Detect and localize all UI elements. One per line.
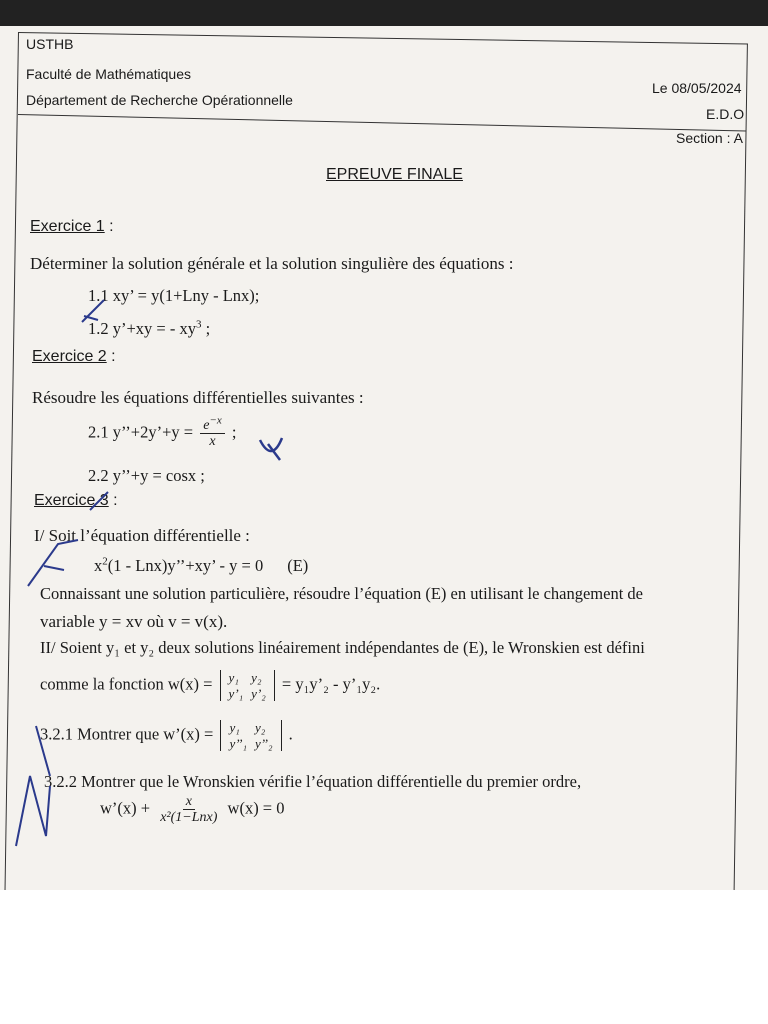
equation-E: $x^2(1$ - Lnx)y’’+xy’ - y = 0 (E): [94, 555, 309, 575]
final-fraction: $\frac{x}{\text{x²(1−Lnx)}}$: [160, 794, 218, 826]
university-name: USTHB: [26, 36, 74, 52]
exercise-3-text-2: variable y = xv où v = v(x).: [40, 612, 228, 631]
department-name: Département de Recherche Opérationnelle: [26, 92, 293, 108]
pen-mark-alpha: [256, 434, 286, 464]
exercise-3-part-1: I/ Soit l’équation différentielle :: [34, 526, 250, 545]
exercise-3-text-1: Connaissant une solution particulière, résoudre l’équation (E) en utilisant le changement de: [40, 584, 643, 603]
pen-mark-3: [24, 536, 84, 590]
exercise-2-heading: Exercice 2 :: [32, 348, 116, 365]
exercise-3-part-2: II/ Soient y₁ et y₂ deux solutions linéairement indépendantes de (E), le Wronskien est défini: [40, 638, 645, 657]
determinant-derivative: y₁ y’’₁ y₂ y’’₂: [220, 720, 281, 751]
equation-2-1: 2.1 y’’+2y’+y = $\frac{e^{-x}}{x}$ ;: [88, 414, 237, 450]
final-equation: w’(x) + $\frac{x}{\text{x²(1−Lnx)}}$ w(x) = 0: [100, 794, 285, 826]
question-3-2-1: 3.2.1 Montrer que w’(x) = y₁ y’’₁ y₂ y’’₂ .: [40, 720, 293, 751]
pen-mark-1: [78, 296, 108, 326]
equation-1-2: 1.2 y’+xy = - $xy^3$ ;: [88, 318, 211, 338]
exercise-1-statement: Déterminer la solution générale et la solution singulière des équations :: [30, 254, 514, 273]
equation-2-2: 2.2 y’’+y = cosx ;: [88, 466, 205, 485]
faculty-name: Faculté de Mathématiques: [26, 66, 191, 82]
exam-title: EPREUVE FINALE: [326, 166, 463, 183]
pen-mark-4: [10, 716, 56, 856]
exam-sheet: [0, 26, 768, 890]
question-3-2-2: 3.2.2 Montrer que le Wronskien vérifie l’équation différentielle du premier ordre,: [44, 772, 582, 791]
course-code: E.D.O: [706, 106, 745, 122]
wronskian-definition: comme la fonction w(x) = y₁ y’₁ y₂ y’₂ = y₁y’₂ - y’₁y₂.: [40, 670, 381, 701]
determinant: y₁ y’₁ y₂ y’₂: [220, 670, 275, 701]
fraction: $\frac{e^{-x}}{x}$: [200, 418, 225, 450]
exercise-1-heading: Exercice 1 :: [30, 218, 114, 235]
exercise-2-statement: Résoudre les équations différentielles suivantes :: [32, 388, 364, 407]
page-frame: [4, 32, 748, 890]
exercise-3-heading: Exercice 3 :: [34, 492, 118, 509]
blank-area: [0, 890, 768, 1024]
exam-date: Le 08/05/2024: [652, 80, 742, 96]
section-label: Section : A: [676, 130, 743, 146]
equation-1-1: 1.1 xy’ = y(1+Lny - Lnx);: [88, 286, 260, 305]
pen-mark-2: [86, 488, 112, 514]
